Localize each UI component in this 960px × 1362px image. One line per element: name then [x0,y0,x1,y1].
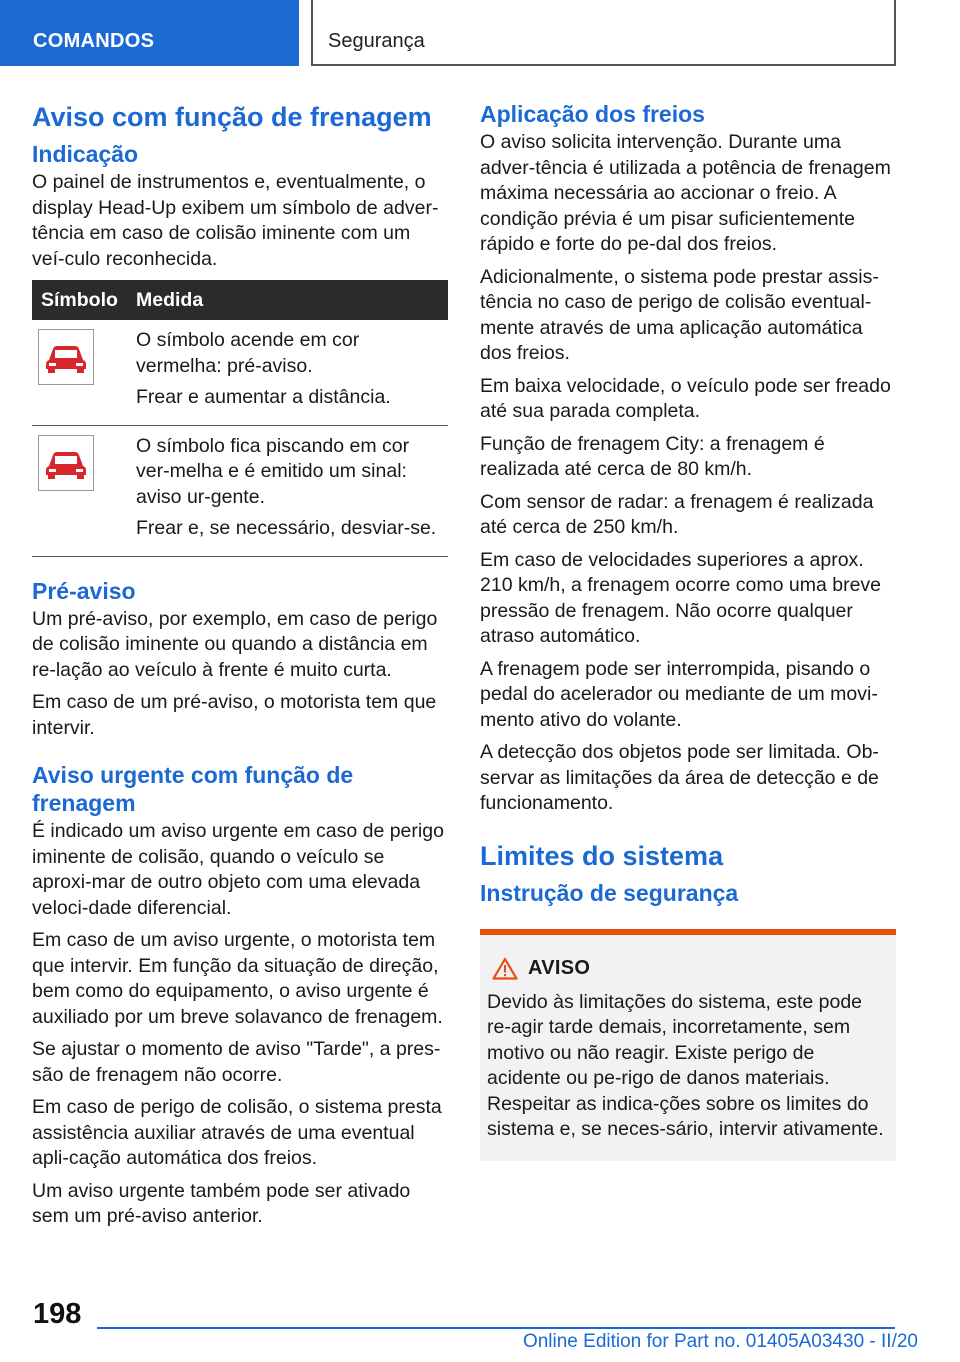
paragraph: O aviso solicita intervenção. Durante uma adver-tência é utilizada a potência de frenagem máxima necessária ao accionar o freio. A condição prévia é um pisar suficientemente rápido e forte do pe-dal dos freios. [480,131,891,255]
warning-box [480,935,896,1161]
table-row [32,425,448,556]
measure-text: Frear e, se necessário, desviar-se. [136,517,437,539]
heading-indicacao: Indicação [32,141,139,167]
paragraph: Adicionalmente, o sistema pode prestar assis-tência no caso de perigo de colisão eventual-mente através de uma aplicação automática dos freios. [480,265,879,364]
paragraph: Um aviso urgente também pode ser ativado sem um pré-aviso anterior. [32,1179,411,1227]
paragraph: Com sensor de radar: a frenagem é realizada até cerca de 250 km/h. [480,490,874,538]
table-header-row [32,280,448,320]
chapter-tab[interactable]: Segurança [311,0,896,66]
left-column [32,100,448,1237]
heading-pre-aviso: Pré-aviso [32,577,136,604]
measure-text: O símbolo fica piscando em cor ver-melha e é emitido um sinal: aviso ur-gente. [136,434,410,508]
measure-text: Frear e aumentar a distância. [136,386,391,408]
measure-text: O símbolo acende em cor vermelha: pré-aviso. [136,329,360,377]
paragraph: Função de frenagem City: a frenagem é realizada até cerca de 80 km/h. [480,432,825,480]
paragraph: Se ajustar o momento de aviso "Tarde", a pres-são de frenagem não ocorre. [32,1038,441,1086]
paragraph: A frenagem pode ser interrompida, pisando o pedal do acelerador ou mediante de um movi-mento ativo do volante. [480,657,878,731]
right-column [480,100,896,1161]
paragraph: Um pré-aviso, por exemplo, em caso de perigo de colisão iminente ou quando a distância em re-lação ao veículo à frente é muito curta. [32,607,438,681]
paragraph: Em baixa velocidade, o veículo pode ser freado até sua parada completa. [480,374,891,422]
car-warning-icon [38,329,94,385]
footer-divider [97,1327,895,1329]
warning-triangle-icon [492,957,518,980]
paragraph: Em caso de velocidades superiores a aprox. 210 km/h, a frenagem ocorre como uma breve pressão de frenagem. Não ocorre qualquer atraso automático. [480,548,882,647]
page-number: 198 [33,1298,82,1330]
symbol-table [32,280,448,557]
paragraph: Em caso de um pré-aviso, o motorista tem que intervir. [32,691,437,739]
paragraph: Em caso de perigo de colisão, o sistema presta assistência auxiliar através de uma eventual apli-cação automática dos freios. [32,1096,442,1169]
table-row [32,320,448,425]
paragraph-indicacao: O painel de instrumentos e, eventualmente, o display Head-Up exibem um símbolo de adver-tência em caso de colisão iminente com um veí-culo reconhecida. [32,171,439,270]
page-header [0,0,960,66]
paragraph: A detecção dos objetos pode ser limitada. Ob-servar as limitações da área de detecção e de funcionamento. [480,741,879,814]
main-heading: Aviso com função de frenagem [32,102,432,132]
paragraph: É indicado um aviso urgente em caso de perigo iminente de colisão, quando o veículo se aproxi-mar de outro objeto com uma elevada veloci-dade diferencial. [32,820,444,919]
section-tab[interactable]: COMANDOS [0,0,299,66]
warning-title: AVISO [528,956,591,979]
column-header-measure: Medida [136,280,448,320]
car-warning-flashing-icon [38,435,94,491]
warning-title-row [492,957,888,980]
column-header-symbol: Símbolo [32,280,136,320]
heading-aplicacao-freios: Aplicação dos freios [480,101,705,127]
warning-text: Devido às limitações do sistema, este pode re-agir tarde demais, incorretamente, sem motivo ou não reagir. Existe perigo de acidente ou pe-rigo de danos materiais. Respeitar as indica-ções sobre os limites do sistema e, se neces-sário, intervir ativamente. [487,990,884,1140]
heading-instrucao-seguranca: Instrução de segurança [480,879,739,906]
heading-limites-sistema: Limites do sistema [480,840,724,871]
paragraph: Em caso de um aviso urgente, o motorista tem que intervir. Em função da situação de direção, bem como do equipamento, o aviso urgente é auxiliado por um breve solavanco de frenagem. [32,929,443,1028]
heading-aviso-urgente: Aviso urgente com função de frenagem [32,762,354,816]
edition-footer[interactable]: Online Edition for Part no. 01405A03430 - II/20 [522,1331,918,1352]
